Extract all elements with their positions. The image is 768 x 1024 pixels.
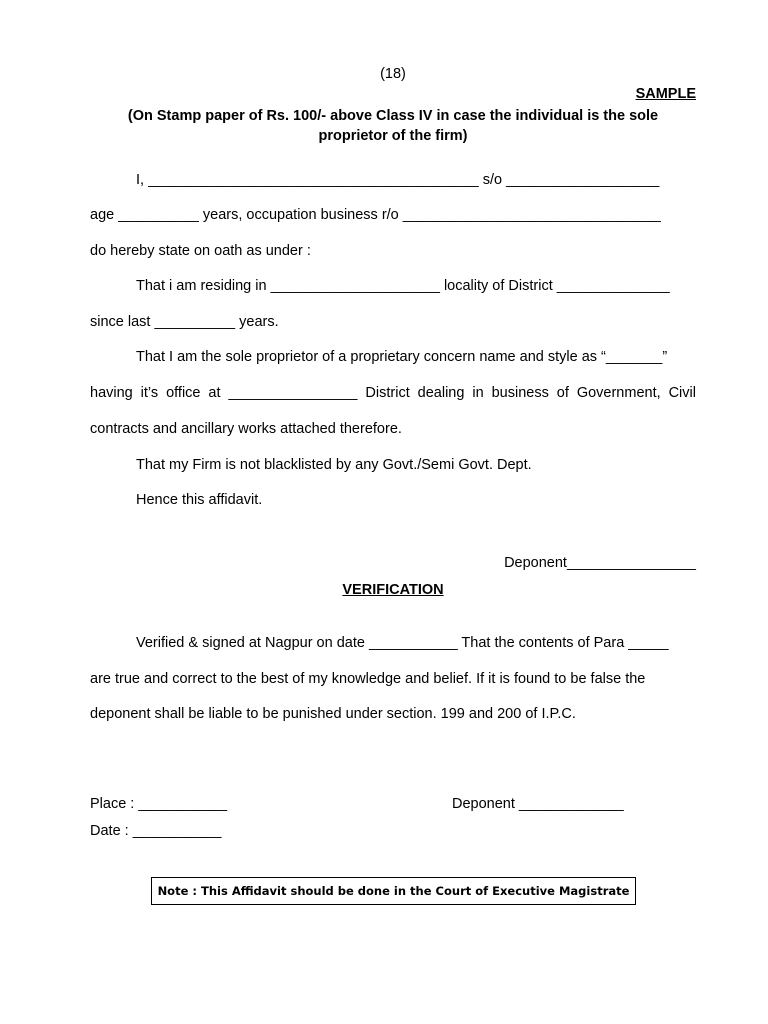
verification-line-1: Verified & signed at Nagpur on date ___________ That the contents of Para _____: [136, 635, 669, 651]
note-box: [151, 877, 636, 905]
affidavit-line-office: [90, 385, 696, 401]
deponent-signature-line: Deponent________________: [504, 555, 696, 571]
affidavit-line-since: since last __________ years.: [90, 314, 279, 330]
subtitle-line-2: proprietor of the firm): [318, 128, 468, 144]
word: Civil: [668, 385, 696, 401]
subtitle-line-1: (On Stamp paper of Rs. 100/- above Class IV in case the individual is the sole: [127, 108, 659, 124]
word: in: [472, 385, 484, 401]
footer-deponent-field: Deponent _____________: [452, 796, 624, 812]
affidavit-line-proprietor: That I am the sole proprietor of a proprietary concern name and style as “_______”: [136, 349, 668, 365]
affidavit-line-blacklist: That my Firm is not blacklisted by any Govt./Semi Govt. Dept.: [136, 457, 532, 473]
verification-line-3: deponent shall be liable to be punished under section. 199 and 200 of I.P.C.: [90, 706, 576, 722]
word: ________________: [228, 385, 358, 401]
subtitle: [90, 106, 696, 146]
note-text: Note : This Affidavit should be done in the Court of Executive Magistrate: [157, 884, 630, 898]
word: business: [491, 385, 549, 401]
word: it’s: [140, 385, 159, 401]
affidavit-line-residence: That i am residing in _____________________ locality of District ______________: [136, 278, 670, 294]
word: having: [90, 385, 133, 401]
page-number: (18): [380, 66, 406, 82]
date-field: Date : ___________: [90, 823, 222, 839]
affidavit-line-hence: Hence this affidavit.: [136, 492, 263, 508]
word: Government,: [576, 385, 661, 401]
word: office: [166, 385, 201, 401]
affidavit-line-oath: do hereby state on oath as under :: [90, 243, 311, 259]
word: dealing: [417, 385, 465, 401]
word: District: [365, 385, 410, 401]
verification-heading: VERIFICATION: [342, 582, 444, 598]
place-field: Place : ___________: [90, 796, 228, 812]
word: of: [556, 385, 569, 401]
affidavit-line-name: I, _________________________________________ s/o ___________________: [136, 172, 660, 188]
word: at: [208, 385, 221, 401]
verification-line-2: are true and correct to the best of my knowledge and belief. If it is found to be false the: [90, 671, 646, 687]
sample-label: SAMPLE: [635, 86, 696, 102]
affidavit-line-age: age __________ years, occupation business r/o ________________________________: [90, 207, 661, 223]
affidavit-line-contracts: contracts and ancillary works attached therefore.: [90, 421, 402, 437]
